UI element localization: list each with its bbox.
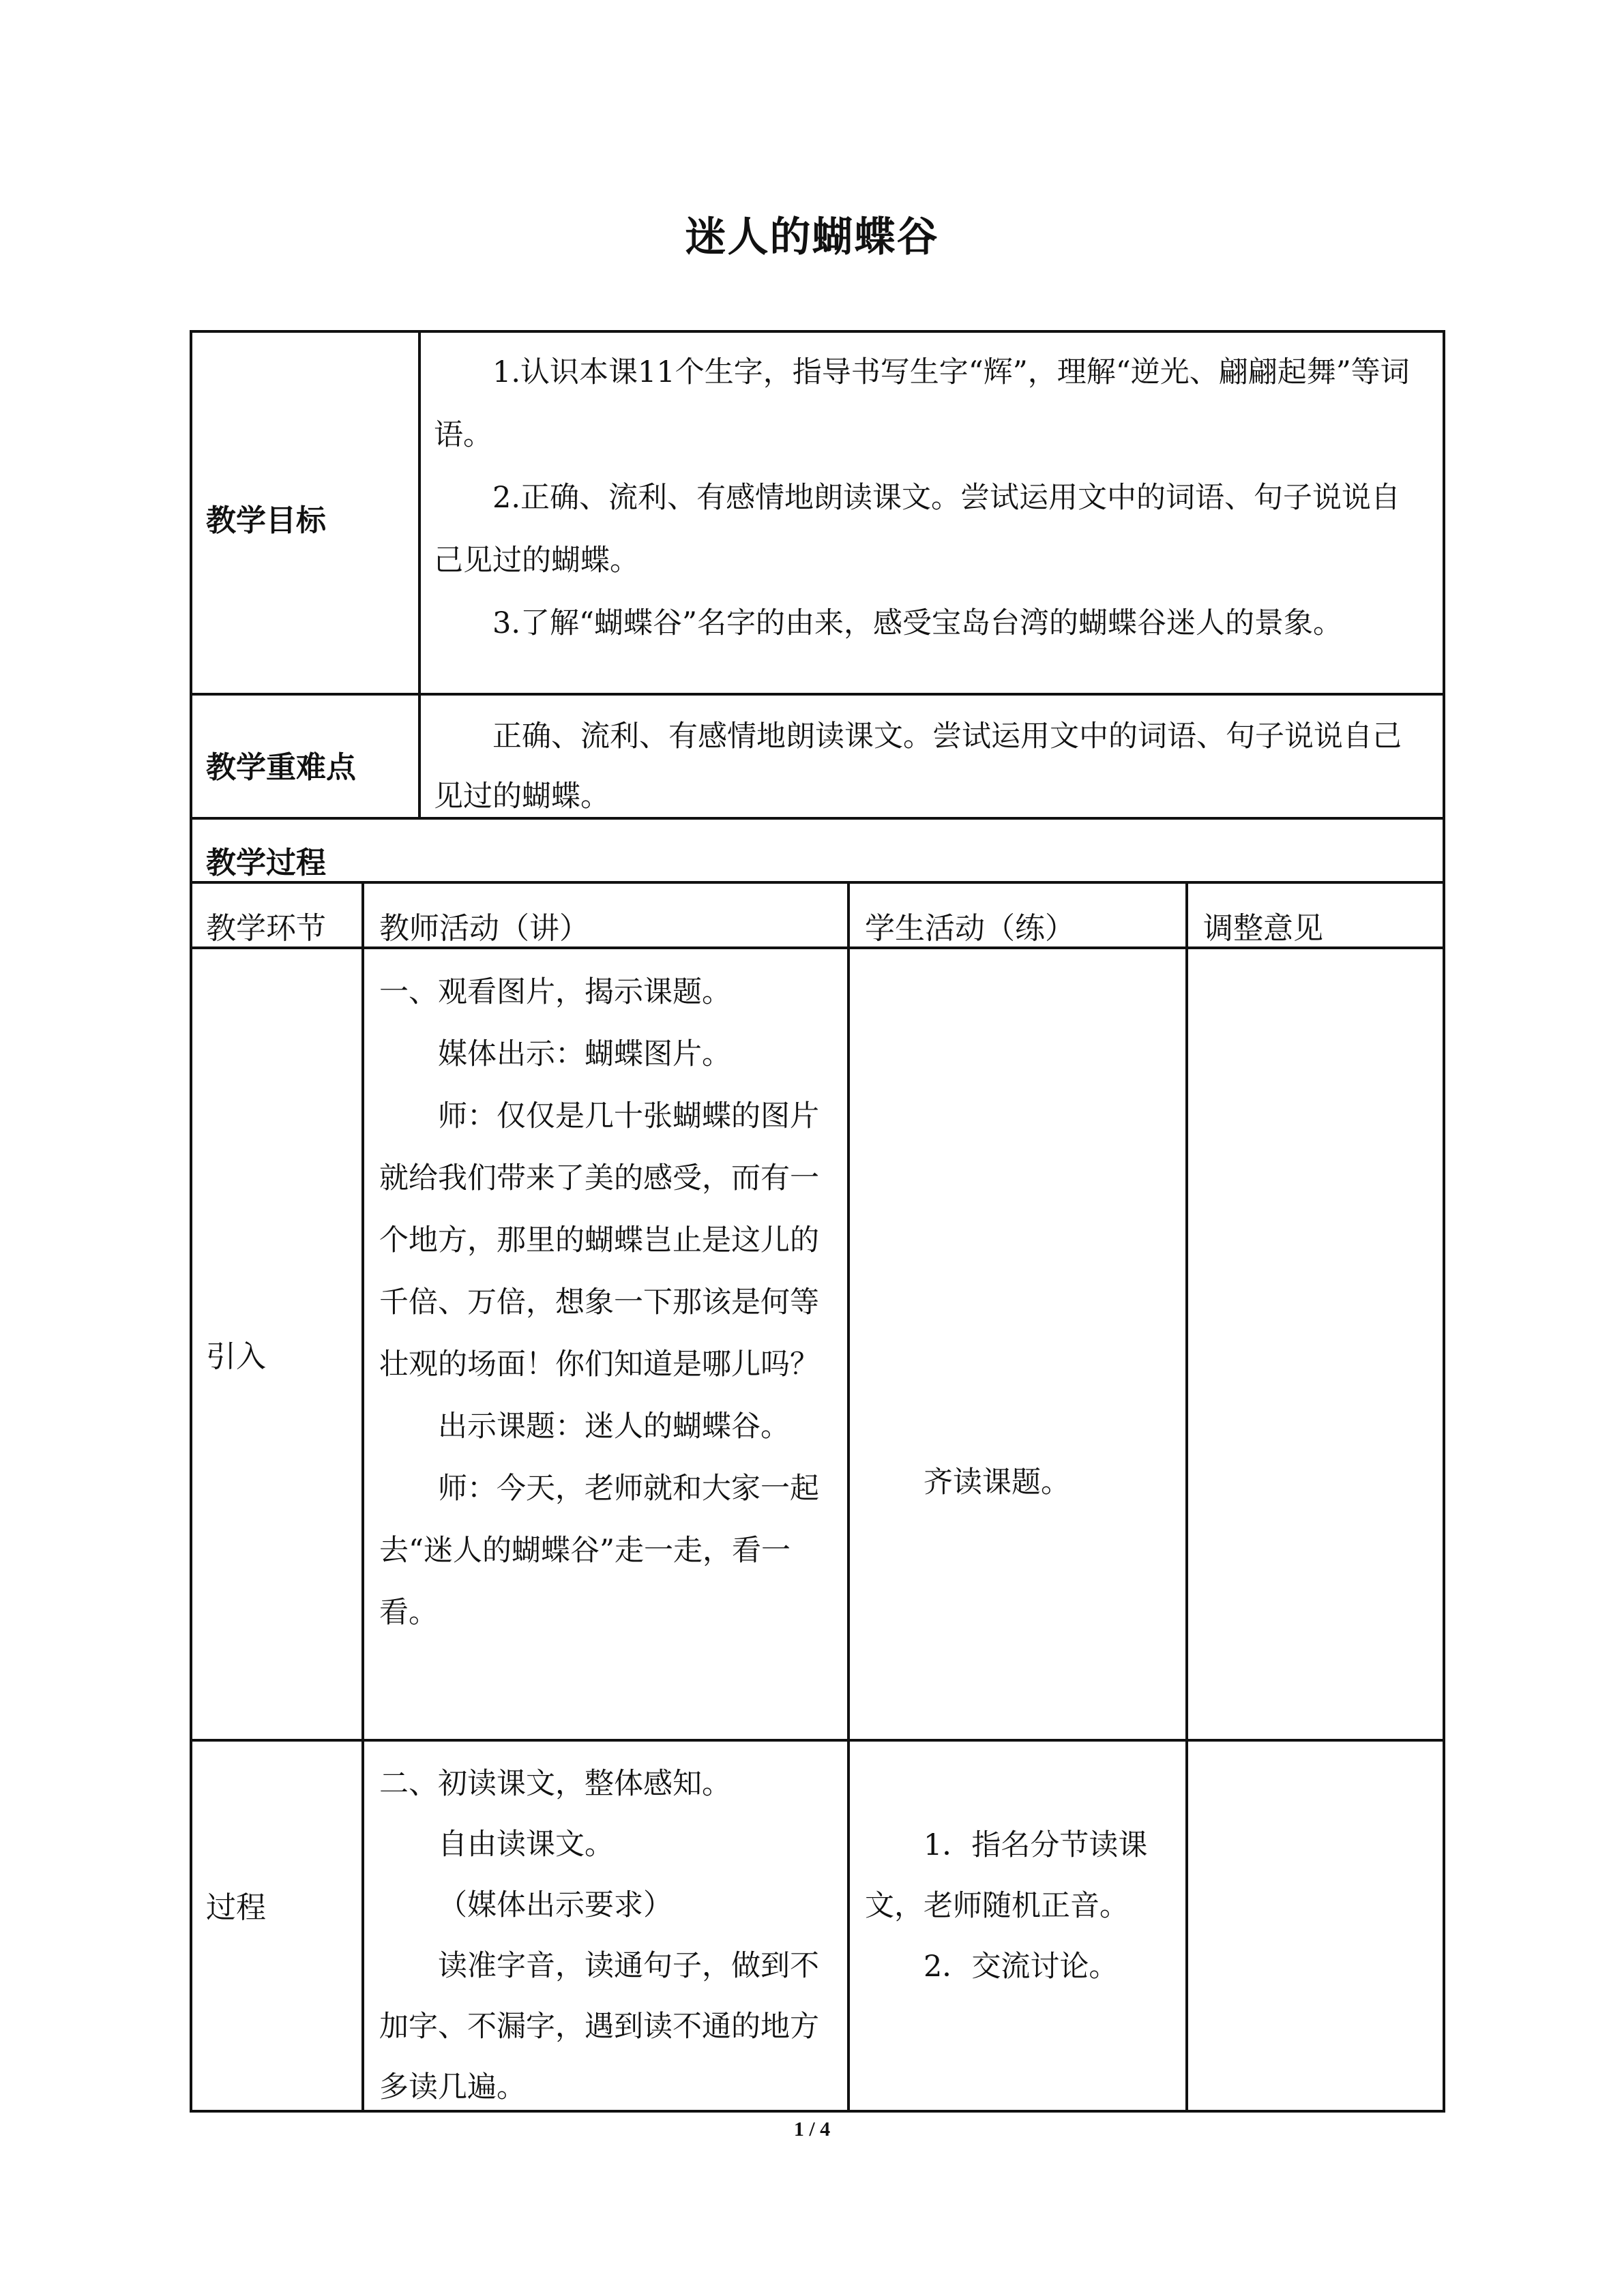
column-header-student: 学生活动（练） [865,911,1075,946]
student-activity-intro [865,1451,1172,1514]
key-points-paragraph: 正确、流利、有感情地朗读课文。尝试运用文中的词语、句子说说自己见过的蝴蝶。 [434,719,1402,814]
key-points-text [434,706,1428,826]
teacher-activity-process [379,1754,832,2118]
teacher-line: （媒体出示要求） [438,1888,673,1922]
objective-item: 1.认识本课11个生字，指导书写生字“辉”，理解“逆光、翩翩起舞”等词语。 [434,355,1410,452]
page-title: 迷人的蝴蝶谷 [685,213,939,261]
student-activity-process [865,1815,1172,1997]
student-line: 齐读课题。 [924,1465,1070,1500]
teacher-line: 读准字音，读通句子，做到不加字、不漏字，遇到读不通的地方多读几遍。 [379,1949,819,2104]
objective-item: 2.正确、流利、有感情地朗读课文。尝试运用文中的词语、句子说说自己见过的蝴蝶。 [434,481,1401,578]
column-divider [1185,881,1188,2113]
column-header-teacher: 教师活动（讲） [379,911,589,946]
row-divider [190,881,1445,884]
stage-intro: 引入 [206,1339,266,1374]
page-indicator: 1 / 4 [793,2118,831,2141]
student-line: 2．交流讨论。 [924,1950,1119,1984]
stage-process: 过程 [206,1890,266,1925]
teacher-line: 出示课题：迷人的蝴蝶谷。 [438,1410,790,1444]
key-points-label: 教学重难点 [206,750,356,785]
student-line: 1．指名分节读课文，老师随机正音。 [865,1828,1148,1923]
column-header-adjust: 调整意见 [1203,911,1323,946]
objective-item: 3.了解“蝴蝶谷”名字的由来，感受宝岛台湾的蝴蝶谷迷人的景象。 [492,606,1342,640]
column-divider [361,881,364,2113]
teacher-line: 师：仅仅是几十张蝴蝶的图片就给我们带来了美的感受，而有一个地方，那里的蝴蝶岂止是这儿的千倍、万倍，想象一下那该是何等壮观的场面！你们知道是哪儿吗？ [379,1099,819,1382]
teacher-line: 师：今天，老师就和大家一起去“迷人的蝴蝶谷”走一走，看一看。 [379,1472,819,1630]
process-label: 教学过程 [206,846,326,880]
teacher-line: 媒体出示：蝴蝶图片。 [438,1037,731,1071]
objectives-label: 教学目标 [206,503,326,538]
teacher-line: 自由读课文。 [438,1828,614,1862]
row-divider [190,693,1445,696]
row-divider [190,1739,1445,1742]
objectives-text [434,341,1428,655]
teacher-line: 二、初读课文，整体感知。 [379,1767,731,1801]
teacher-activity-intro [379,961,832,1644]
column-divider [847,881,850,2113]
column-header-stage: 教学环节 [206,911,326,946]
column-divider [418,330,421,820]
teacher-line: 一、观看图片，揭示课题。 [379,975,731,1009]
